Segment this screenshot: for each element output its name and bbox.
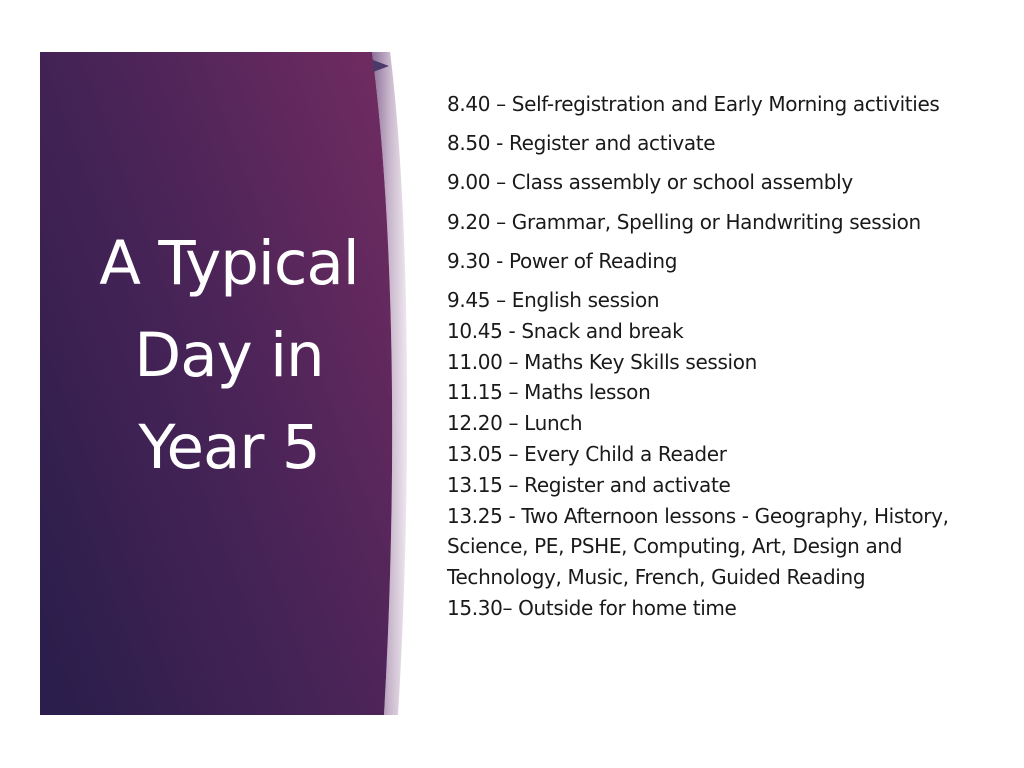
daily-schedule: [447, 89, 1017, 624]
list-item: 8.50 - Register and activate: [447, 131, 716, 156]
list-item: 11.00 – Maths Key Skills session: [447, 349, 757, 374]
list-item: 13.15 – Register and activate: [447, 472, 731, 497]
schedule-spaced-list: [447, 89, 1017, 285]
title-line-1: A Typical: [99, 228, 359, 299]
list-item: 15.30– Outside for home time: [447, 595, 737, 620]
list-item: 9.20 – Grammar, Spelling or Handwriting session: [447, 209, 921, 234]
slide-title: [52, 218, 406, 494]
list-item: 12.20 – Lunch: [447, 411, 583, 436]
list-item: 9.45 – English session: [447, 287, 660, 312]
list-item: 13.05 – Every Child a Reader: [447, 441, 727, 466]
list-item: 13.25 - Two Afternoon lessons - Geography, History, Science, PE, PSHE, Computing, Art, Design and Technology, Music, French, Guided Reading: [447, 503, 949, 590]
schedule-compact-list: [447, 285, 1017, 624]
title-line-2: Day in: [134, 320, 324, 391]
list-item: 8.40 – Self-registration and Early Morning activities: [447, 92, 940, 116]
list-item: 9.00 – Class assembly or school assembly: [447, 170, 853, 195]
list-item: 11.15 – Maths lesson: [447, 380, 651, 405]
list-item: 9.30 - Power of Reading: [447, 248, 678, 273]
list-item: 10.45 - Snack and break: [447, 318, 684, 343]
title-line-3: Year 5: [138, 412, 320, 483]
